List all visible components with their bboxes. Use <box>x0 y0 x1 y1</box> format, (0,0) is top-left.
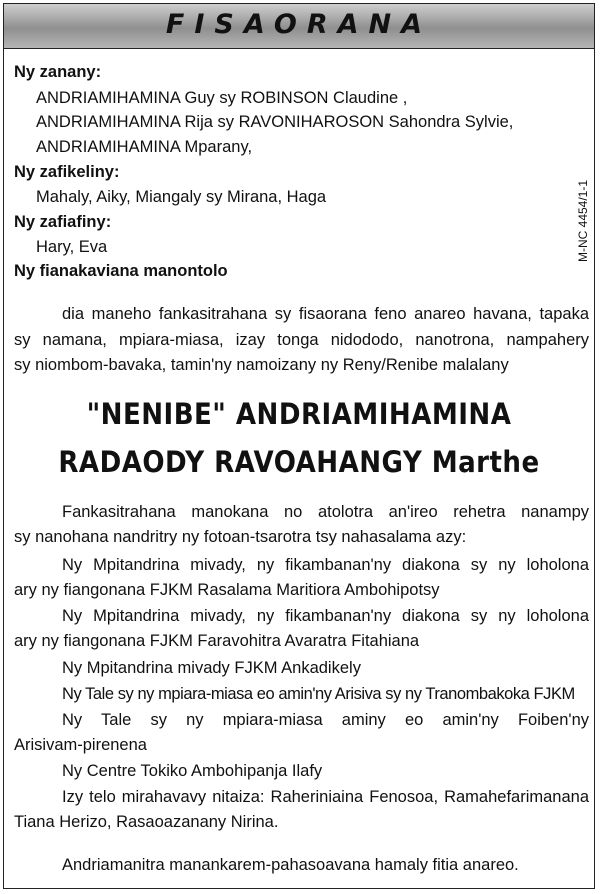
relatives-label: Ny fianakaviana manontolo <box>14 262 228 280</box>
closing-line: Andriamanitra manankarem-pahasoavana hamaly fitia anareo. <box>62 856 519 874</box>
deceased-name-line2: RADAODY RAVOAHANGY Marthe <box>58 445 540 479</box>
thanks-line: Arisivam-pirenena <box>14 736 147 754</box>
thanks-line: Ny Tale sy ny mpiara-miasa aminy eo amin'ny Foiben'ny <box>62 711 589 729</box>
notice-frame <box>3 3 595 889</box>
thanks-line: Izy telo mirahavavy nitaiza: Raheriniaina Fenosoa, Ramahefarimanana <box>62 788 589 806</box>
grandchildren-label: Ny zafikeliny: <box>14 163 120 181</box>
thanks-line: Ny Tale sy ny mpiara-miasa eo amin'ny Arisiva sy ny Tranombakoka FJKM <box>62 685 575 703</box>
children-label: Ny zanany: <box>14 63 102 81</box>
intro-line: sy namana, mpiara-miasa, izay tonga nidododo, nanotrona, nampahery <box>14 331 589 349</box>
intro-line: dia maneho fankasitrahana sy fisaorana feno anareo havana, tapaka <box>62 305 589 323</box>
thanks-line: Ny Mpitandrina mivady FJKM Ankadikely <box>62 659 361 677</box>
thanks-line: ary ny fiangonana FJKM Faravohitra Avaratra Fitahiana <box>14 632 420 650</box>
intro-line: sy niombom-bavaka, tamin'ny namoizany ny Reny/Renibe malalany <box>14 356 509 374</box>
deceased-name-line1: "NENIBE" ANDRIAMIHAMINA <box>86 397 512 431</box>
child-line: ANDRIAMIHAMINA Mparany, <box>36 138 253 156</box>
thanks-line: ary ny fiangonana FJKM Rasalama Maritiora Ambohipotsy <box>14 581 440 599</box>
thanks-line: Tiana Herizo, Rasaoazanany Nirina. <box>14 813 279 831</box>
thanks-line: Ny Mpitandrina mivady, ny fikambanan'ny diakona sy ny loholona <box>62 556 589 574</box>
great-grandchildren-list: Hary, Eva <box>36 238 108 256</box>
thanks-line: Ny Mpitandrina mivady, ny fikambanan'ny diakona sy ny loholona <box>62 607 589 625</box>
great-grandchildren-label: Ny zafiafiny: <box>14 213 112 231</box>
thanks-line: sy nanohana nandritry ny fotoan-tsarotra tsy nahasalama azy: <box>14 528 467 546</box>
notice-title: FISAORANA <box>165 9 433 40</box>
reference-code: M-NC 4454/1-1 <box>576 179 590 262</box>
child-line: ANDRIAMIHAMINA Guy sy ROBINSON Claudine , <box>36 89 408 107</box>
header-banner <box>4 4 594 49</box>
thanks-line: Fankasitrahana manokana no atolotra an'ireo rehetra nanampy <box>62 503 589 521</box>
child-line: ANDRIAMIHAMINA Rija sy RAVONIHAROSON Sahondra Sylvie, <box>36 113 514 131</box>
thanks-line: Ny Centre Tokiko Ambohipanja Ilafy <box>62 762 323 780</box>
grandchildren-list: Mahaly, Aiky, Miangaly sy Mirana, Haga <box>36 188 327 206</box>
